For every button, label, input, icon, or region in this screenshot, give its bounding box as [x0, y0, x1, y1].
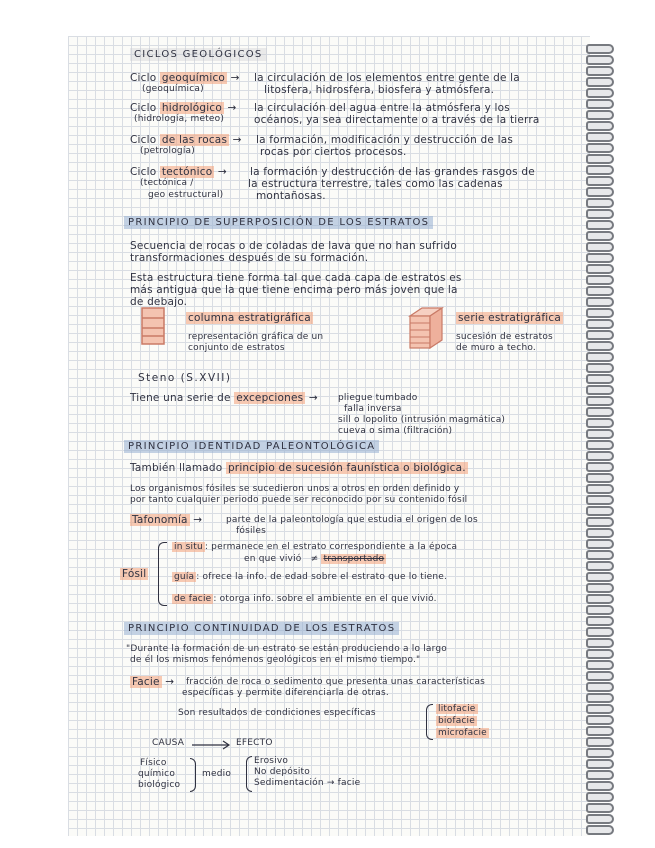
guia-highlight: guía — [174, 572, 195, 582]
section-title-continuidad: PRINCIPIO CONTINUIDAD DE LOS ESTRATOS — [124, 622, 399, 635]
spiral-coil — [586, 418, 614, 428]
paleo-p1-prefix: También llamado — [130, 462, 226, 474]
facie-result: Son resultados de condiciones específicas — [178, 708, 376, 718]
spiral-coil — [586, 462, 614, 472]
spiral-coil — [586, 99, 614, 109]
facie-desc-a: fracción de roca o sedimento que presenta unas características — [186, 677, 486, 687]
spiral-coil — [586, 396, 614, 406]
tafonomia-b: fósiles — [236, 526, 266, 536]
paleo-p2b: por tanto cualquier periodo puede ser reconocido por su contenido fósil — [130, 495, 468, 505]
arrow-icon: → — [217, 166, 227, 178]
term-prefix: Ciclo — [130, 134, 160, 146]
spiral-coil — [586, 253, 614, 263]
spiral-coil — [586, 264, 614, 274]
ciclo-sub: (petrología) — [140, 146, 195, 156]
spiral-coil — [586, 770, 614, 780]
spiral-coil — [586, 187, 614, 197]
spiral-coil — [586, 66, 614, 76]
facie-highlight: Facie — [132, 676, 160, 688]
term-prefix: Ciclo — [130, 166, 160, 178]
guia-text: : ofrece la info. de edad sobre el estrato que lo tiene. — [196, 572, 448, 582]
spiral-coil — [586, 473, 614, 483]
superposicion-p1a: Secuencia de rocas o de coladas de lava que no han sufrido — [130, 240, 457, 252]
spiral-coil — [586, 407, 614, 417]
excepcion-item: sill o lopolito (intrusión magmática) — [338, 415, 506, 425]
section-title-superposicion: PRINCIPIO DE SUPERPOSICIÓN DE LOS ESTRATOS — [124, 216, 433, 229]
superposicion-p1b: transformaciones después de su formación. — [130, 252, 369, 264]
spiral-coil — [586, 132, 614, 142]
spiral-coil — [586, 671, 614, 681]
ciclo-desc-1: la circulación del agua entre la atmósfera y los — [254, 102, 510, 114]
causa-label: CAUSA — [152, 738, 185, 748]
spiral-coil — [586, 781, 614, 791]
spiral-coil — [586, 121, 614, 131]
tafonomia-a: parte de la paleontología que estudia el origen de los — [226, 515, 478, 525]
resultado-facie: facie — [337, 778, 361, 788]
spiral-coil — [586, 77, 614, 87]
spiral-coil — [586, 748, 614, 758]
columna-desc-1: representación gráfica de un — [188, 332, 324, 342]
spiral-coil — [586, 726, 614, 736]
term-highlight: hidrológico — [161, 102, 222, 114]
spiral-coil — [586, 429, 614, 439]
facie-type: microfacie — [438, 728, 487, 738]
procesos-brace — [246, 756, 252, 792]
tafonomia-highlight: Tafonomía — [132, 514, 188, 526]
spiral-coil — [586, 759, 614, 769]
proceso-item: No depósito — [254, 767, 310, 777]
spiral-coil — [586, 176, 614, 186]
spiral-coil — [586, 528, 614, 538]
ciclo-sub: (hidrología, meteo) — [134, 114, 225, 124]
excepcion-item: cueva o sima (filtración) — [338, 426, 453, 436]
spiral-coil — [586, 330, 614, 340]
spiral-coil — [586, 572, 614, 582]
serie-desc-2: de muro a techo. — [456, 343, 536, 353]
spiral-coil — [586, 352, 614, 362]
term-prefix: Ciclo — [130, 102, 160, 114]
continuidad-quote-1: "Durante la formación de un estrato se están produciendo a lo largo — [126, 644, 448, 654]
ciclo-desc-2: litosfera, hidrosfera, biosfera y atmósfera. — [264, 84, 495, 96]
continuidad-quote-2: de él los mismos fenómenos geológicos en el mismo tiempo." — [130, 655, 421, 665]
arrow-icon: → — [165, 676, 175, 688]
term-highlight: de las rocas — [161, 134, 228, 146]
spiral-coil — [586, 737, 614, 747]
insitu-a: : permanece en el estrato correspondiente a la época — [204, 542, 458, 552]
spiral-coil — [586, 297, 614, 307]
spiral-coil — [586, 495, 614, 505]
spiral-coil — [586, 638, 614, 648]
arrow-icon: → — [227, 102, 237, 114]
spiral-coil — [586, 506, 614, 516]
excepciones-highlight: excepciones — [236, 392, 304, 404]
spiral-coil — [586, 825, 614, 835]
paleo-p2a: Los organismos fósiles se sucedieron unos a otros en orden definido y — [130, 484, 460, 494]
columna-desc-2: conjunto de estratos — [188, 343, 285, 353]
serie-label: serie estratigráfica — [458, 312, 562, 324]
spiral-coil — [586, 803, 614, 813]
spiral-coil — [586, 682, 614, 692]
steno-note: Steno (S.XVII) — [138, 372, 232, 384]
spiral-coil — [586, 44, 614, 54]
ciclo-desc-3: montañosas. — [256, 190, 326, 202]
spiral-coil — [586, 451, 614, 461]
tipo-item: biológico — [138, 780, 181, 790]
ciclo-desc-1: la circulación de los elementos entre gente de la — [254, 72, 520, 84]
spiral-coil — [586, 660, 614, 670]
spiral-coil — [586, 319, 614, 329]
ciclo-sub: (geoquímica) — [142, 84, 204, 94]
spiral-coil — [586, 231, 614, 241]
spiral-coil — [586, 308, 614, 318]
spiral-coil — [586, 594, 614, 604]
causa-arrow-icon — [190, 740, 234, 750]
spiral-coil — [586, 517, 614, 527]
spiral-coil — [586, 143, 614, 153]
spiral-coil — [586, 209, 614, 219]
spiral-coil — [586, 583, 614, 593]
spiral-coil — [586, 704, 614, 714]
tipos-brace — [190, 758, 196, 792]
arrow-icon: → — [230, 72, 240, 84]
strata-column-icon — [138, 306, 172, 348]
spiral-coil — [586, 440, 614, 450]
term-prefix: Ciclo — [130, 72, 160, 84]
spiral-coil — [586, 275, 614, 285]
serie-desc-1: sucesión de estratos — [456, 332, 553, 342]
tipo-item: químico — [138, 769, 176, 779]
strata-block-icon — [404, 306, 448, 352]
not-equal-icon: ≠ — [310, 554, 319, 564]
paleo-p1-highlight: principio de sucesión faunística o biológica. — [227, 462, 466, 474]
efecto-label: EFECTO — [236, 738, 273, 748]
superposicion-p2c: de debajo. — [130, 296, 188, 308]
proceso-item: Erosivo — [254, 756, 289, 766]
superposicion-p2b: más antigua que la que tiene encima pero más joven que la — [130, 284, 458, 296]
arrow-icon: → — [308, 392, 318, 404]
facie-type: biofacie — [438, 716, 475, 726]
spiral-coil — [586, 363, 614, 373]
spiral-coil — [586, 792, 614, 802]
ciclo-desc-2: océanos, ya sea directamente o a través de la tierra — [254, 114, 540, 126]
section-title-paleo: PRINCIPIO IDENTIDAD PALEONTOLÓGICA — [124, 440, 379, 453]
spiral-coil — [586, 814, 614, 824]
arrow-icon: → — [326, 778, 335, 788]
spiral-coil — [586, 627, 614, 637]
facie-fosil-highlight: de facie — [174, 594, 212, 604]
ciclo-desc-1: la formación y destrucción de las grandes rasgos de — [250, 166, 535, 178]
excepciones-prefix: Tiene una serie de — [130, 392, 235, 404]
arrow-icon: → — [193, 514, 203, 526]
tipo-item: Físico — [140, 758, 167, 768]
spiral-coil — [586, 374, 614, 384]
excepcion-item: falla inversa — [344, 404, 402, 414]
ciclo-desc-2: rocas por ciertos procesos. — [260, 146, 407, 158]
spiral-coil — [586, 550, 614, 560]
ciclo-sub-2: geo estructural) — [148, 190, 224, 200]
spiral-coil — [586, 220, 614, 230]
spiral-coil — [586, 242, 614, 252]
spiral-coil — [586, 539, 614, 549]
spiral-coil — [586, 715, 614, 725]
ciclo-desc-1: la formación, modificación y destrucción de las — [256, 134, 514, 146]
spiral-coil — [586, 110, 614, 120]
fosil-highlight: Fósil — [122, 568, 147, 580]
spiral-coil — [586, 55, 614, 65]
spiral-coil — [586, 88, 614, 98]
transportado: transportado — [323, 554, 385, 564]
spiral-coil — [586, 154, 614, 164]
spiral-coil — [586, 484, 614, 494]
facie-type: litofacie — [438, 704, 476, 714]
facie-types-brace — [426, 704, 433, 740]
insitu-highlight: in situ — [174, 542, 203, 552]
excepcion-item: pliegue tumbado — [338, 393, 418, 403]
fosil-brace — [158, 542, 167, 606]
notebook-page — [68, 36, 590, 836]
columna-label: columna estratigráfica — [188, 312, 311, 324]
spiral-coil — [586, 198, 614, 208]
notebook-spiral — [586, 36, 626, 836]
facie-fosil-text: : otorga info. sobre el ambiente en el que vivió. — [213, 594, 437, 604]
spiral-coil — [586, 165, 614, 175]
term-highlight: tectónico — [161, 166, 213, 178]
arrow-icon: → — [232, 134, 242, 146]
superposicion-p2a: Esta estructura tiene forma tal que cada capa de estratos es — [130, 272, 462, 284]
spiral-coil — [586, 649, 614, 659]
spiral-coil — [586, 605, 614, 615]
facie-desc-b: específicas y permite diferenciarla de otras. — [182, 688, 389, 698]
insitu-b: en que vivió — [244, 554, 302, 564]
spiral-coil — [586, 341, 614, 351]
proceso-item: Sedimentación — [254, 778, 324, 788]
section-title-ciclos: CICLOS GEOLÓGICOS — [130, 48, 267, 61]
medio-label: medio — [202, 769, 232, 779]
spiral-coil — [586, 693, 614, 703]
spiral-coil — [586, 286, 614, 296]
spiral-coil — [586, 385, 614, 395]
spiral-coil — [586, 616, 614, 626]
term-highlight: geoquímico — [161, 72, 226, 84]
ciclo-sub: (tectónica / — [140, 178, 194, 188]
ciclo-desc-2: la estructura terrestre, tales como las cadenas — [248, 178, 503, 190]
spiral-coil — [586, 561, 614, 571]
